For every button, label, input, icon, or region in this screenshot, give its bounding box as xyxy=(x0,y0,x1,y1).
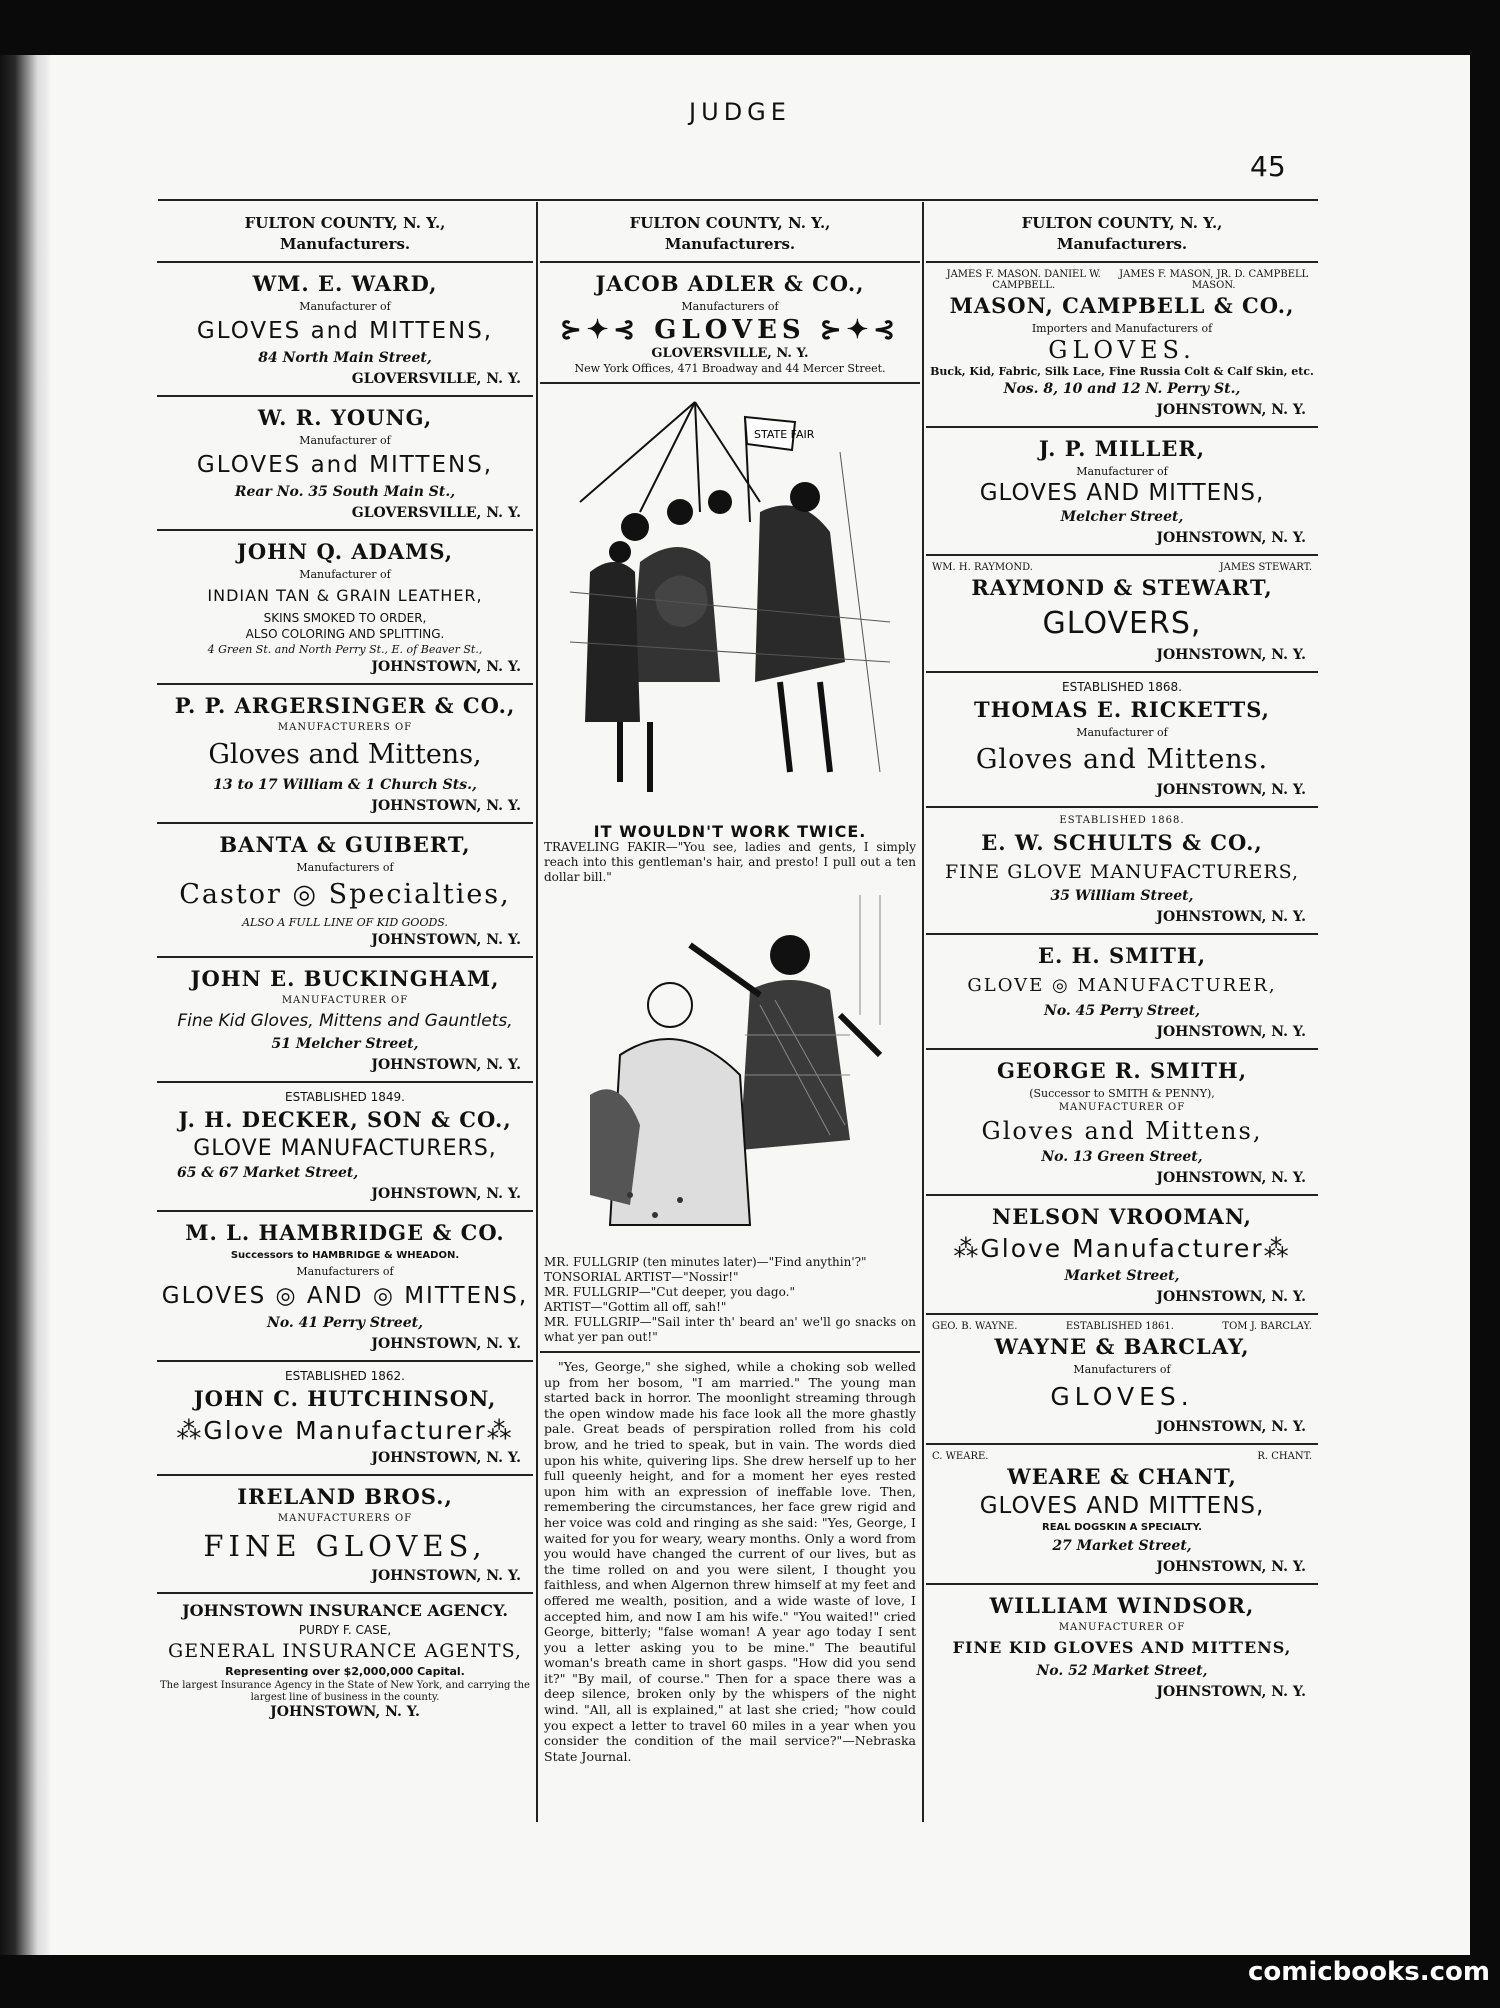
ad-product: FINE GLOVES, xyxy=(203,1529,487,1563)
ad-city: JOHNSTOWN, N. Y. xyxy=(1156,1684,1306,1700)
ad-ireland-bros xyxy=(157,1476,533,1594)
ad-address: Melcher Street, xyxy=(1060,509,1184,525)
ad-role: Manufacturer of xyxy=(299,568,391,581)
ad-product: FINE KID GLOVES AND MITTENS, xyxy=(952,1638,1292,1657)
ad-eh-smith xyxy=(926,935,1318,1050)
ad-ricketts xyxy=(926,673,1318,808)
ad-name: JOHNSTOWN INSURANCE AGENCY. xyxy=(182,1601,508,1620)
right-column xyxy=(926,205,1318,1708)
ad-offices: New York Offices, 471 Broadway and 44 Mercer Street. xyxy=(574,362,886,375)
ad-city: JOHNSTOWN, N. Y. xyxy=(371,1186,521,1202)
partner-names: JAMES F. MASON, JR. D. CAMPBELL MASON. xyxy=(1119,269,1309,291)
ad-name: BANTA & GUIBERT, xyxy=(219,832,471,857)
ad-hutchinson xyxy=(157,1362,533,1476)
dialogue-line: MR. FULLGRIP—"Sail inter th' beard an' we'll go snacks on what yer pan out!" xyxy=(544,1315,916,1344)
ad-name: RAYMOND & STEWART, xyxy=(971,575,1273,600)
partner-names: WM. H. RAYMOND. xyxy=(932,562,1033,573)
ad-city: JOHNSTOWN, N. Y. xyxy=(371,1336,521,1352)
ad-name: E. H. SMITH, xyxy=(1037,943,1207,968)
ad-name: JOHN E. BUCKINGHAM, xyxy=(190,966,500,991)
ad-argersinger xyxy=(157,685,533,824)
cartoon-dialogue: TRAVELING FAKIR—"You see, ladies and gents, I simply reach into this gentleman's hair, and presto! I pull out a ten dollar bill." xyxy=(544,840,916,884)
ad-role: Manufacturer of xyxy=(1076,465,1168,478)
ad-product: GLOVE ◎ MANUFACTURER, xyxy=(967,975,1277,996)
ad-product: GLOVES AND MITTENS, xyxy=(979,1493,1265,1519)
ad-name: GEORGE R. SMITH, xyxy=(996,1058,1248,1083)
partner-names: GEO. B. WAYNE. xyxy=(932,1321,1018,1332)
ad-role: Manufacturers of xyxy=(681,300,779,313)
ad-role: Manufacturers of xyxy=(296,861,394,874)
ad-buckingham xyxy=(157,958,533,1083)
ad-insurance xyxy=(157,1594,533,1726)
ad-role: MANUFACTURERS OF xyxy=(277,1513,413,1524)
ad-name: P. P. ARGERSINGER & CO., xyxy=(174,693,516,718)
ad-address: 27 Market Street, xyxy=(1052,1538,1192,1554)
ad-note: Representing over $2,000,000 Capital. xyxy=(225,1665,465,1678)
ad-george-smith xyxy=(926,1050,1318,1196)
ad-city: JOHNSTOWN, N. Y. xyxy=(371,1450,521,1466)
ad-city: JOHNSTOWN, N. Y. xyxy=(1156,1289,1306,1305)
ad-city: GLOVERSVILLE, N. Y. xyxy=(351,371,521,387)
ad-product: GLOVERS, xyxy=(1042,606,1202,641)
ad-name: THOMAS E. RICKETTS, xyxy=(974,697,1270,722)
ad-role: Manufacturers of xyxy=(1073,1363,1171,1376)
ad-product: GLOVES. xyxy=(1050,1382,1194,1411)
flourish-icon: ⊱✦⊰ xyxy=(805,315,901,345)
ad-role: Manufacturer of xyxy=(299,434,391,447)
ad-wayne-barclay xyxy=(926,1315,1318,1445)
state-fair-illustration xyxy=(560,392,900,812)
ad-name: JOHN C. HUTCHINSON, xyxy=(193,1386,497,1411)
cartoon-barber xyxy=(560,895,900,1245)
book-spine-shadow xyxy=(0,55,50,1955)
ad-established: ESTABLISHED 1849. xyxy=(285,1090,405,1104)
ad-city: GLOVERSVILLE, N. Y. xyxy=(351,505,521,521)
ad-product: INDIAN TAN & GRAIN LEATHER, xyxy=(207,586,483,605)
ad-role: Manufacturer of xyxy=(1076,726,1168,739)
cartoon-state-fair xyxy=(560,392,900,841)
ad-raymond-stewart xyxy=(926,556,1318,673)
column-divider-right xyxy=(922,202,924,1822)
heading-manufacturers: Manufacturers. xyxy=(1056,235,1188,253)
ad-role: MANUFACTURERS OF xyxy=(277,722,413,733)
ad-name: WILLIAM WINDSOR, xyxy=(989,1593,1255,1618)
partner-names: JAMES F. MASON. DANIEL W. CAMPBELL. xyxy=(946,269,1101,291)
barber-dialogue xyxy=(540,1253,920,1347)
cartoon-caption: IT WOULDN'T WORK TWICE. xyxy=(593,822,867,841)
ad-name: J. H. DECKER, SON & CO., xyxy=(178,1107,512,1132)
watermark: comicbooks.com xyxy=(1247,1957,1490,1987)
ad-role: MANUFACTURER OF xyxy=(1058,1622,1186,1633)
partner-names: JAMES STEWART. xyxy=(1219,562,1312,573)
ad-decker xyxy=(157,1083,533,1212)
dialogue-line: MR. FULLGRIP (ten minutes later)—"Find anythin'?" xyxy=(544,1255,867,1269)
ad-address: No. 41 Perry Street, xyxy=(267,1315,423,1331)
ad-name: J. P. MILLER, xyxy=(1038,436,1206,461)
flourish-icon: ⊱✦⊰ xyxy=(559,315,655,345)
ad-product: GLOVES xyxy=(654,315,806,345)
ad-city: JOHNSTOWN, N. Y. xyxy=(371,659,521,675)
ad-city: JOHNSTOWN, N. Y. xyxy=(1156,647,1306,663)
ad-address: No. 52 Market Street, xyxy=(1036,1663,1208,1679)
ad-miller xyxy=(926,428,1318,556)
dialogue-line: MR. FULLGRIP—"Cut deeper, you dago." xyxy=(544,1285,795,1299)
flourish-icon: ⁂ xyxy=(176,1416,204,1445)
header-rule xyxy=(158,199,1318,201)
ad-address: Rear No. 35 South Main St., xyxy=(234,484,456,500)
ad-role: Manufacturers of xyxy=(296,1265,394,1278)
ad-name: IRELAND BROS., xyxy=(237,1484,453,1509)
column-heading xyxy=(157,205,533,263)
ad-name: WAYNE & BARCLAY, xyxy=(994,1334,1250,1359)
ad-name: JACOB ADLER & CO., xyxy=(595,271,865,296)
dialogue-line: TONSORIAL ARTIST—"Nossir!" xyxy=(544,1270,739,1284)
ad-young xyxy=(157,397,533,531)
ad-city: JOHNSTOWN, N. Y. xyxy=(270,1704,420,1720)
ad-schults xyxy=(926,808,1318,935)
ad-city: JOHNSTOWN, N. Y. xyxy=(371,798,521,814)
ad-product: Gloves and Mittens. xyxy=(975,744,1269,775)
ad-note: REAL DOGSKIN A SPECIALTY. xyxy=(1042,1522,1202,1533)
fair-sign-text: STATE FAIR xyxy=(754,428,815,441)
column-heading xyxy=(926,205,1318,263)
page-header-title: JUDGE xyxy=(689,98,791,126)
middle-column xyxy=(540,205,920,1770)
ad-name: JOHN Q. ADAMS, xyxy=(236,539,454,564)
heading-manufacturers: Manufacturers. xyxy=(279,235,411,253)
ad-hambridge xyxy=(157,1212,533,1362)
ad-windsor xyxy=(926,1585,1318,1708)
partner-names: R. CHANT. xyxy=(1257,1451,1312,1462)
ad-note: SKINS SMOKED TO ORDER, xyxy=(263,611,427,625)
left-column xyxy=(157,205,533,1726)
ad-name: WM. E. WARD, xyxy=(252,271,438,296)
ad-banta-guibert xyxy=(157,824,533,958)
ad-product: GLOVE MANUFACTURERS, xyxy=(193,1136,497,1161)
ad-adler xyxy=(540,263,920,384)
ad-note: ALSO A FULL LINE OF KID GOODS. xyxy=(242,916,448,929)
ad-city: JOHNSTOWN, N. Y. xyxy=(1156,530,1306,546)
ad-ward xyxy=(157,263,533,397)
ad-established: ESTABLISHED 1868. xyxy=(1059,815,1185,826)
ad-role: Importers and Manufacturers of xyxy=(1031,322,1213,335)
ad-city: JOHNSTOWN, N. Y. xyxy=(1156,909,1306,925)
ad-product: FINE GLOVE MANUFACTURERS, xyxy=(944,861,1300,883)
ad-role: MANUFACTURER OF xyxy=(281,995,409,1006)
ad-address: 65 & 67 Market Street, xyxy=(177,1165,359,1181)
partner-names: TOM J. BARCLAY. xyxy=(1222,1321,1312,1332)
partner-names: C. WEARE. xyxy=(932,1451,989,1462)
ad-city: JOHNSTOWN, N. Y. xyxy=(1156,782,1306,798)
ad-note: (Successor to SMITH & PENNY), xyxy=(1029,1087,1215,1100)
ad-mason-campbell xyxy=(926,263,1318,428)
ad-city: JOHNSTOWN, N. Y. xyxy=(1156,1024,1306,1040)
ad-product: Glove Manufacturer xyxy=(203,1416,487,1445)
ad-city: JOHNSTOWN, N. Y. xyxy=(371,932,521,948)
ad-name: M. L. HAMBRIDGE & CO. xyxy=(185,1220,505,1245)
heading-county: FULTON COUNTY, N. Y., xyxy=(629,214,831,232)
flourish-icon: ⁂ xyxy=(953,1234,981,1263)
ad-product: GENERAL INSURANCE AGENTS, xyxy=(168,1640,522,1662)
ad-name: WEARE & CHANT, xyxy=(1007,1464,1237,1489)
ad-address: 13 to 17 William & 1 Church Sts., xyxy=(213,777,477,793)
ad-name: W. R. YOUNG, xyxy=(257,405,433,430)
ad-name: MASON, CAMPBELL & CO., xyxy=(949,293,1295,318)
heading-county: FULTON COUNTY, N. Y., xyxy=(244,214,446,232)
ad-product: Castor ◎ Specialties, xyxy=(179,879,511,910)
ad-city: JOHNSTOWN, N. Y. xyxy=(1156,1170,1306,1186)
ad-address: 4 Green St. and North Perry St., E. of Beaver St., xyxy=(207,643,483,656)
ad-vrooman xyxy=(926,1196,1318,1315)
ad-role: Manufacturer of xyxy=(299,300,391,313)
ad-address: No. 13 Green Street, xyxy=(1041,1149,1203,1165)
ad-role: MANUFACTURER OF xyxy=(1058,1102,1186,1113)
ad-city: JOHNSTOWN, N. Y. xyxy=(371,1057,521,1073)
ad-city: JOHNSTOWN, N. Y. xyxy=(1156,1419,1306,1435)
ad-address: Market Street, xyxy=(1064,1268,1180,1284)
ad-note: The largest Insurance Agency in the State of New York, and carrying the largest line of business in the county. xyxy=(160,1680,530,1703)
ad-city: JOHNSTOWN, N. Y. xyxy=(371,1568,521,1584)
ad-city: JOHNSTOWN, N. Y. xyxy=(1156,402,1306,418)
page-number: 45 xyxy=(1250,150,1286,183)
ad-address: Nos. 8, 10 and 12 N. Perry St., xyxy=(1003,381,1241,397)
barber-illustration xyxy=(560,895,900,1245)
ad-note: ALSO COLORING AND SPLITTING. xyxy=(245,627,445,641)
ad-product: GLOVES. xyxy=(1048,336,1196,364)
ad-address: 35 William Street, xyxy=(1050,888,1194,904)
story-text: "Yes, George," she sighed, while a choking sob welled up from her bosom, "I am married." The young man started back in horror. The moonlight streaming through the open window made his face look all the more ghastly pale. Great beads of perspiration rolled from his cold brow, and he tried to speak, but in vain. The words died upon his white, quivering lips. She drew herself up to her full queenly height, and for a moment her eyes rested upon him with an expression of ineffable love. Then, remembering the circumstances, her face grew rigid and her voice was cold and ringing as she said: "Yes, George, I waited for you for weary, weary months. Only a word from you would have changed the current of our lives, but as the time rolled on and you were silent, I thought you faithless, and when Algernon threw himself at my feet and offered me wealth, position, and a wide waste of love, I accepted him, and now I am his wife." "You waited!" cried George, bitterly; "false woman! A year ago today I sent you a letter asking you to be mine." The beautiful woman's breath came in short gasps. "How did you send it?" "By mail, of course." Then for a space there was a deep silence, broken only by the whispers of the night wind. "All, all is explained," at last she cried; "how could you expect a letter to travel 60 miles in a year when you consider the condition of the mail service?"—Nebraska State Journal. xyxy=(544,1359,916,1764)
ad-name: E. W. SCHULTS & CO., xyxy=(981,830,1263,855)
ad-established: ESTABLISHED 1862. xyxy=(285,1369,405,1383)
ad-address: 51 Melcher Street, xyxy=(271,1036,419,1052)
column-divider-left xyxy=(536,202,538,1822)
dialogue-line: ARTIST—"Gottim all off, sah!" xyxy=(544,1300,727,1314)
ad-note: PURDY F. CASE, xyxy=(298,1623,392,1637)
ad-product: GLOVES AND MITTENS, xyxy=(979,480,1265,506)
ad-product: Gloves and Mittens, xyxy=(208,739,482,770)
ad-address: 84 North Main Street, xyxy=(258,350,432,366)
heading-manufacturers: Manufacturers. xyxy=(664,235,796,253)
ad-weare-chant xyxy=(926,1445,1318,1585)
ad-product: Gloves and Mittens, xyxy=(981,1117,1263,1145)
ad-product: Fine Kid Gloves, Mittens and Gauntlets, xyxy=(177,1011,513,1031)
ad-product: GLOVES ◎ AND ◎ MITTENS, xyxy=(161,1283,529,1309)
ad-note: Successors to HAMBRIDGE & WHEADON. xyxy=(230,1250,460,1261)
ad-established: ESTABLISHED 1868. xyxy=(1062,680,1182,694)
ad-city: JOHNSTOWN, N. Y. xyxy=(1156,1559,1306,1575)
ad-established: ESTABLISHED 1861. xyxy=(1065,1321,1174,1332)
ad-product: GLOVES and MITTENS, xyxy=(196,318,494,344)
ad-address: No. 45 Perry Street, xyxy=(1044,1003,1200,1019)
flourish-icon: ⁂ xyxy=(1263,1234,1291,1263)
flourish-icon: ⁂ xyxy=(486,1416,514,1445)
heading-county: FULTON COUNTY, N. Y., xyxy=(1021,214,1223,232)
ad-product: GLOVES and MITTENS, xyxy=(196,452,494,478)
ad-product: Glove Manufacturer xyxy=(980,1234,1264,1263)
column-heading xyxy=(540,205,920,263)
ad-adams xyxy=(157,531,533,685)
ad-note: Buck, Kid, Fabric, Silk Lace, Fine Russia Colt & Calf Skin, etc. xyxy=(930,365,1314,378)
ad-city: GLOVERSVILLE, N. Y. xyxy=(651,346,809,361)
ad-name: NELSON VROOMAN, xyxy=(992,1204,1252,1229)
